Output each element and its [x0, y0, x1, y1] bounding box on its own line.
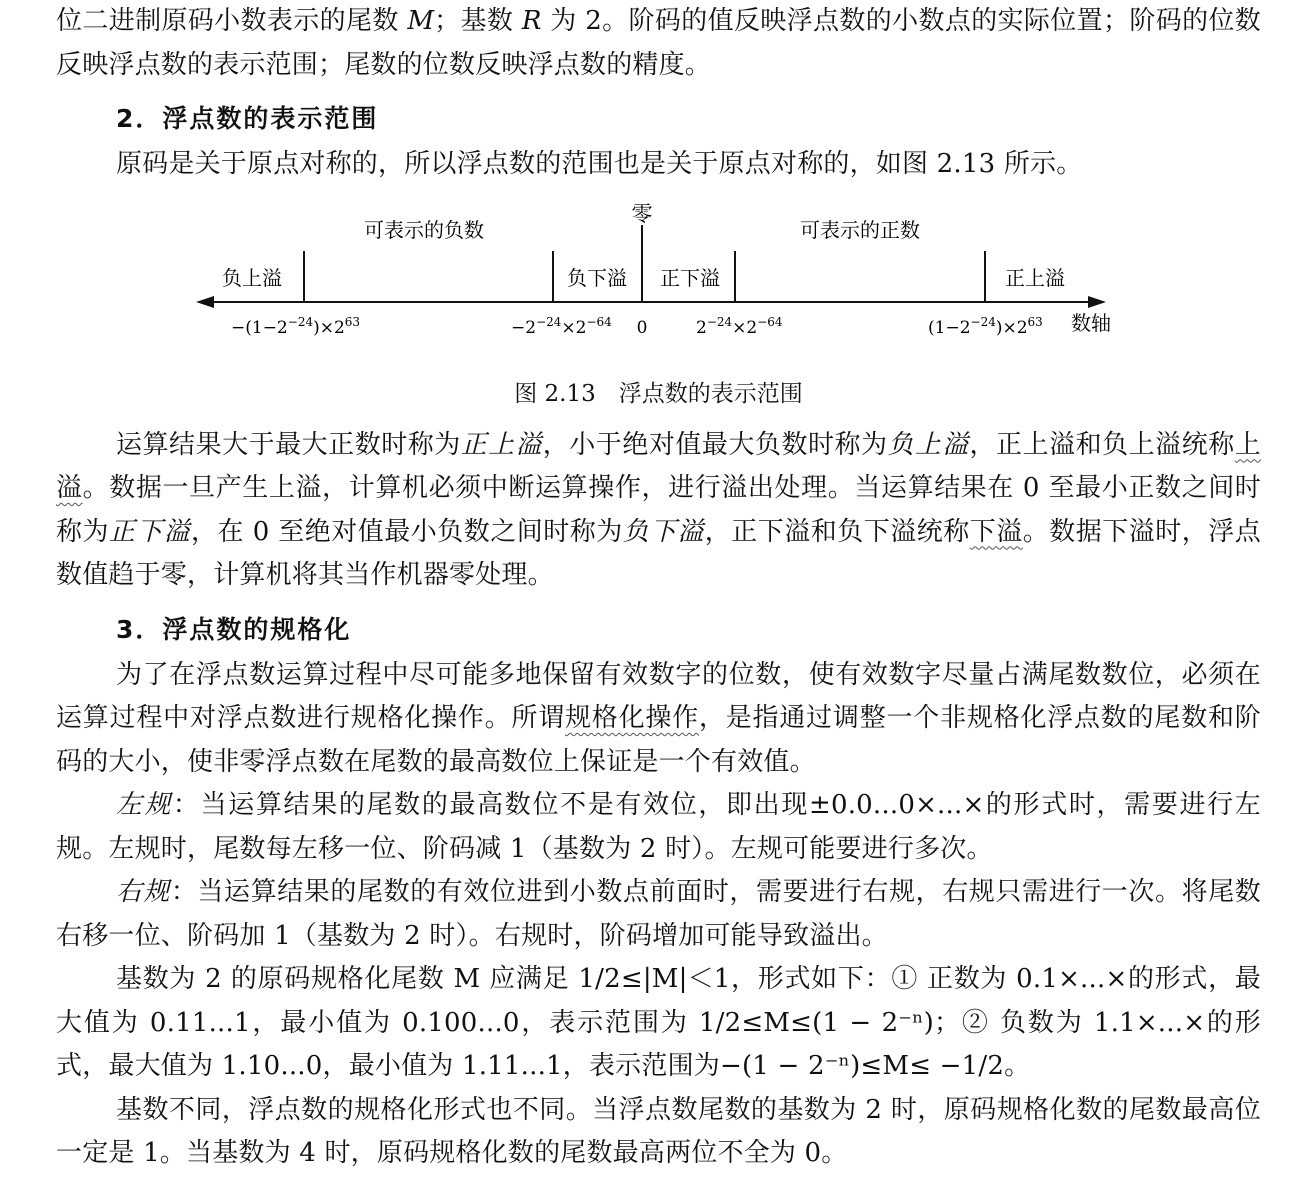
label-zero: 零 — [631, 201, 653, 226]
text: ，小于绝对值最大负数时称为 — [542, 429, 888, 460]
figure-caption: 图 2.13 浮点数的表示范围 — [514, 380, 803, 407]
left-normalize-paragraph — [56, 784, 1261, 871]
text: ，是指通过调整一个非规格化浮点数的尾数和阶码的大小，使非零浮点数在尾数的最高数位上保证是一个有效值。 — [56, 703, 1261, 777]
tick-label-pos-max: $(1-2^{-24})\times 2^{63}$ — [928, 314, 1043, 338]
document-page — [56, 0, 1261, 1176]
var-m: M — [407, 6, 435, 36]
section-2-paragraph: 原码是关于原点对称的，所以浮点数的范围也是关于原点对称的，如图 2.13 所示。 — [116, 149, 1083, 179]
text: 。数据一旦产生上溢，计算机必须中断运算操作，进行溢出处理。当运算结果在 0 至最小正数之间时称为 — [56, 473, 1262, 547]
tick-label-neg-min: $-2^{-24}\times 2^{-64}$ — [511, 314, 612, 338]
text: ：当运算结果的尾数的有效位进到小数点前面时，需要进行右规，右规只需进行一次。将尾数右移一位、阶码加 1（基数为 2 时）。右规时，阶码增加可能导致溢出。 — [56, 877, 1261, 951]
section-2-heading: 2．浮点数的表示范围 — [116, 104, 379, 133]
var-r: R — [521, 6, 542, 36]
text: ，正上溢和负上溢统称 — [969, 429, 1235, 460]
number-line-svg — [56, 189, 1261, 379]
text: ：当运算结果的尾数的最高数位不是有效位，即出现±0.0...0×...×的形式时，需要进行左规。左规时，尾数每左移一位、阶码减 1（基数为 2 时）。左规可能要进行多次。 — [56, 790, 1261, 864]
label-axis: 数轴 — [1071, 310, 1111, 335]
normalization-paragraph — [56, 654, 1261, 785]
term-pos-overflow: 正上溢 — [460, 429, 543, 460]
term-left-normalize: 左规 — [116, 790, 173, 820]
term-underflow: 下溢 — [969, 516, 1023, 547]
label-neg-representable: 可表示的负数 — [364, 217, 484, 242]
figure-range-diagram — [56, 189, 1261, 421]
term-normalization: 规格化操作 — [565, 703, 699, 733]
tick-label-pos-min: $2^{-24}\times 2^{-64}$ — [696, 314, 783, 338]
term-right-normalize: 右规 — [116, 877, 171, 907]
label-pos-underflow: 正下溢 — [660, 265, 720, 290]
text: 运算结果大于最大正数时称为 — [116, 429, 461, 460]
tick-label-neg-max: $-(1-2^{-24})\times 2^{63}$ — [231, 314, 361, 338]
base2-paragraph: 基数为 2 的原码规格化尾数 M 应满足 1/2≤|M|＜1，形式如下：① 正数为 0.1×...×的形式，最大值为 0.11...1，最小值为 0.100...0，表示范围为 1/2≤M≤(1 − 2⁻ⁿ)；② 负数为 1.1×...×的形式，最大值为 1.10...0，最小值为 1.11...1，表示范围为−(1 − 2⁻ⁿ)≤M≤ −1/2。 — [56, 964, 1261, 1081]
label-pos-overflow: 正上溢 — [1005, 265, 1065, 290]
term-neg-underflow: 负下溢 — [622, 516, 705, 547]
section-3-heading: 3．浮点数的规格化 — [116, 614, 352, 644]
label-neg-overflow: 负上溢 — [222, 265, 282, 290]
text: ，正下溢和负下溢统称 — [704, 516, 970, 547]
term-neg-overflow: 负上溢 — [887, 429, 970, 460]
axis-left-arrow — [196, 296, 214, 308]
intro-text: 位二进制原码小数表示的尾数 — [56, 6, 408, 36]
text: 为了在浮点数运算过程中尽可能多地保留有效数字的位数，使有效数字尽量占满尾数数位，必须在运算过程中对浮点数进行规格化操作。所谓 — [56, 659, 1261, 733]
label-pos-representable: 可表示的正数 — [800, 217, 920, 242]
text: 。数据下溢时，浮点数值趋于零，计算机将其当作机器零处理。 — [56, 516, 1261, 590]
tick-label-zero: 0 — [636, 317, 648, 338]
right-normalize-paragraph — [56, 871, 1261, 958]
term-pos-underflow: 正下溢 — [109, 516, 191, 547]
intro-text-b: ；基数 — [434, 6, 522, 36]
overflow-paragraph — [56, 424, 1261, 598]
axis-right-arrow — [1088, 296, 1106, 308]
intro-text-c: 为 2。阶码的值反映浮点数的小数点的实际位置；阶码的位数反映浮点数的表示范围；尾数的位数反映浮点数的精度。 — [56, 6, 1261, 80]
base-difference-paragraph: 基数不同，浮点数的规格化形式也不同。当浮点数尾数的基数为 2 时，原码规格化数的尾数最高位一定是 1。当基数为 4 时，原码规格化数的尾数最高两位不全为 0。 — [56, 1094, 1261, 1168]
intro-paragraph — [56, 0, 1261, 87]
text: ，在 0 至绝对值最小负数之间时称为 — [190, 516, 623, 547]
term-overflow: 上溢 — [56, 429, 1261, 503]
label-neg-underflow: 负下溢 — [567, 265, 627, 290]
